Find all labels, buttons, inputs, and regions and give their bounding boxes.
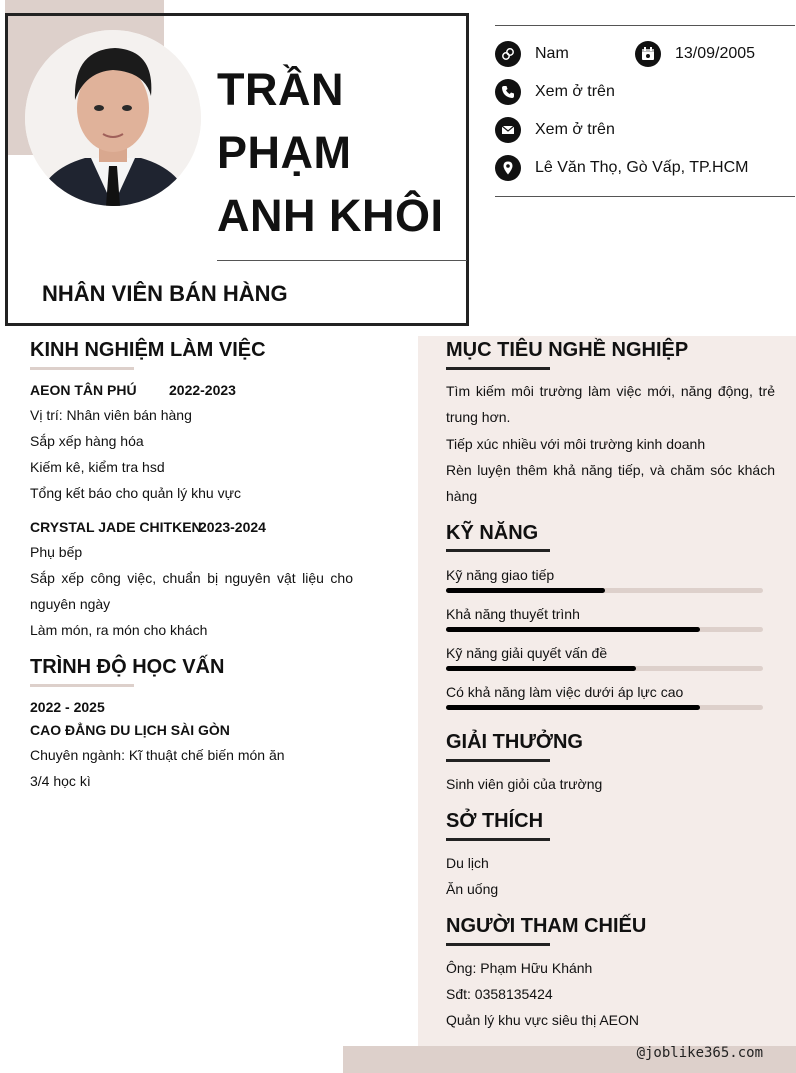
address-value: Lê Văn Thọ, Gò Vấp, TP.HCM [535,159,749,176]
reference-line: Sđt: 0358135424 [446,986,553,1002]
email-value: Xem ở trên [535,121,615,138]
hobby-item: Ăn uống [446,881,499,897]
education-underline [30,684,134,687]
hobby-item: Du lịch [446,855,489,871]
contact-email [495,117,615,143]
education-line: Chuyên ngành: Kĩ thuật chế biến món ăn [30,747,285,763]
objective-paragraph: Tiếp xúc nhiều với môi trường kinh doanh [446,436,706,452]
skills-underline [446,549,550,552]
skill-label: Kỹ năng giải quyết vấn đề [446,645,608,661]
contact-address [495,155,748,181]
gender-icon [495,41,521,67]
job-2-line: Phụ bếp [30,544,83,560]
contact-birthday [635,41,755,67]
reference-line: Quản lý khu vực siêu thị AEON [446,1012,640,1028]
job-1-line: Vị trí: Nhân viên bán hàng [30,407,192,423]
references-underline [446,943,550,946]
job-1-line: Tổng kết báo cho quản lý khu vực [30,485,241,501]
education-period: 2022 - 2025 [30,699,105,715]
mail-icon [495,117,521,143]
award-item: Sinh viên giỏi của trường [446,776,603,792]
experience-underline [30,367,134,370]
name-line-2: PHẠM [217,127,352,178]
skills-heading: KỸ NĂNG [446,522,539,544]
job-1-line: Kiếm kê, kiểm tra hsd [30,459,165,475]
skill-bar-fill [446,705,700,710]
skill-label: Khả năng thuyết trình [446,606,580,622]
education-heading: TRÌNH ĐỘ HỌC VẤN [30,656,225,678]
job-1-period: 2022-2023 [169,382,236,398]
skill-bar [446,627,763,632]
awards-heading: GIẢI THƯỞNG [446,731,583,753]
reference-line: Ông: Phạm Hữu Khánh [446,960,593,976]
objective-heading: MỤC TIÊU NGHỀ NGHIỆP [446,339,689,361]
job-2-period: 2023-2024 [199,519,266,535]
job-1-company: AEON TÂN PHÚ [30,382,137,398]
skill-bar [446,705,763,710]
contact-divider-bottom [495,196,795,197]
objective-paragraph: Tìm kiếm môi trường làm việc mới, năng động, trẻ trung hơn. [446,383,775,425]
job-1-line: Sắp xếp hàng hóa [30,433,144,449]
objective-underline [446,367,550,370]
phone-value: Xem ở trên [535,83,615,100]
skill-bar-fill [446,666,636,671]
education-school: CAO ĐẲNG DU LỊCH SÀI GÒN [30,722,230,738]
hobbies-heading: SỞ THÍCH [446,810,544,832]
skill-bar-fill [446,627,700,632]
name-divider [217,260,467,261]
calendar-icon [635,41,661,67]
job-2-line: Làm món, ra món cho khách [30,622,208,638]
name-line-3: ANH KHÔI [217,190,444,241]
skill-bar [446,666,763,671]
job-2-line: Sắp xếp công việc, chuẩn bị nguyên vật liệu cho nguyên ngày [30,570,353,612]
references-heading: NGƯỜI THAM CHIẾU [446,915,647,937]
profile-photo [25,30,201,206]
birthday-value: 13/09/2005 [675,45,756,62]
hobbies-underline [446,838,550,841]
job-title: NHÂN VIÊN BÁN HÀNG [42,281,288,306]
contact-phone [495,79,615,105]
education-line: 3/4 học kì [30,773,91,789]
skill-bar-fill [446,588,605,593]
candidate-name [217,58,444,247]
skill-label: Kỹ năng giao tiếp [446,567,555,583]
awards-underline [446,759,550,762]
objective-paragraph: Rèn luyện thêm khả năng tiếp, và chăm sóc khách hàng [446,462,775,504]
watermark-text: @joblike365.com [636,1045,763,1061]
skill-label: Có khả năng làm việc dưới áp lực cao [446,684,684,700]
skill-bar [446,588,763,593]
name-line-1: TRẦN [217,64,344,115]
location-icon [495,155,521,181]
job-2-company: CRYSTAL JADE CHITKEN [30,519,202,535]
gender-value: Nam [535,45,569,62]
contact-divider-top [495,25,795,26]
contact-gender [495,41,569,67]
experience-heading: KINH NGHIỆM LÀM VIỆC [30,339,266,361]
phone-icon [495,79,521,105]
